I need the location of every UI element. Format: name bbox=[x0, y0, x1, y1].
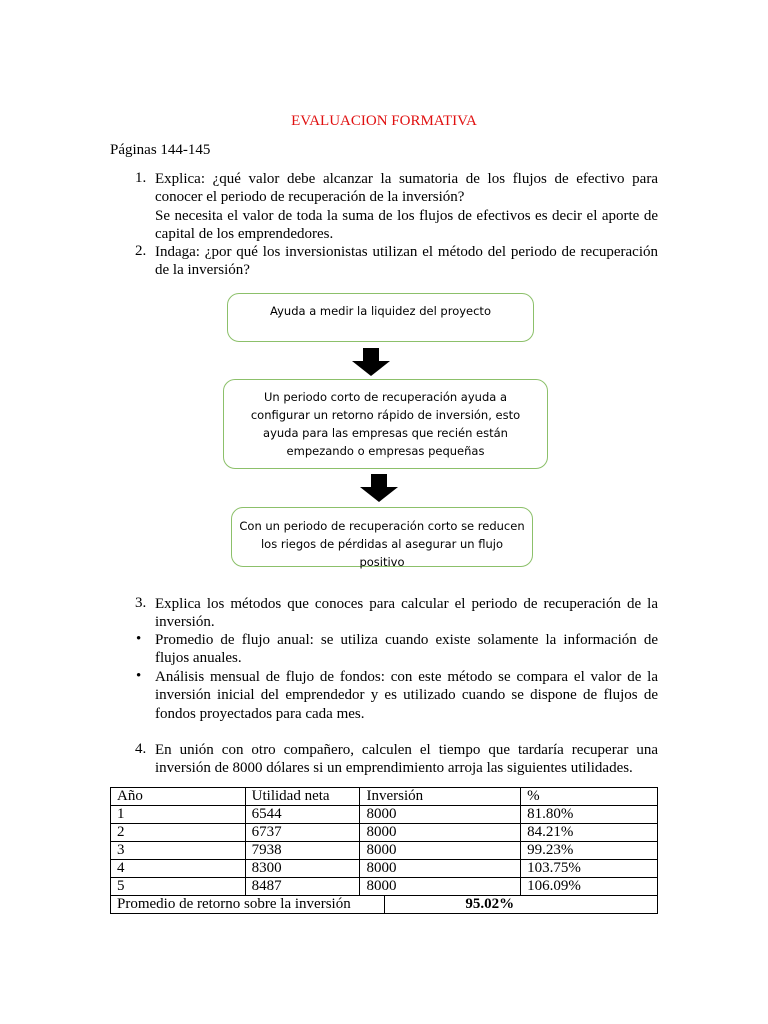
average-return-label: Promedio de retorno sobre la inversión bbox=[111, 896, 385, 914]
q1-number: 1. bbox=[135, 170, 147, 186]
cell: 3 bbox=[111, 842, 246, 860]
q1-answer: Se necesita el valor de toda la suma de los flujos de efectivos es decir el aporte de capital de los emprendedores. bbox=[155, 207, 658, 242]
q4-text: En unión con otro compañero, calculen el tiempo que tardaría recuperar una inversión de 8000 dólares si un emprendimiento arroja las siguientes utilidades. bbox=[155, 742, 658, 777]
q3-bullet-1: Promedio de flujo anual: se utiliza cuando existe solamente la información de flujos anuales. bbox=[155, 632, 658, 667]
cell: 8000 bbox=[360, 842, 521, 860]
cell: 106.09% bbox=[521, 878, 658, 896]
header-investment: Inversión bbox=[360, 788, 521, 806]
pages-label: Páginas 144-145 bbox=[110, 142, 211, 158]
cell: 7938 bbox=[245, 842, 360, 860]
cell: 99.23% bbox=[521, 842, 658, 860]
cell: 8000 bbox=[360, 806, 521, 824]
table-row bbox=[111, 878, 658, 896]
bullet-icon: • bbox=[136, 668, 142, 684]
flow-box-3: Con un periodo de recuperación corto se reducen los riegos de pérdidas al asegurar un flujo positivo bbox=[231, 507, 533, 567]
cell: 81.80% bbox=[521, 806, 658, 824]
table-row bbox=[111, 842, 658, 860]
cell: 6737 bbox=[245, 824, 360, 842]
table-footer-row bbox=[111, 896, 658, 914]
cell: 2 bbox=[111, 824, 246, 842]
q2-text: Indaga: ¿por qué los inversionistas utilizan el método del periodo de recuperación de la inversión? bbox=[155, 244, 658, 279]
cell: 8000 bbox=[360, 860, 521, 878]
q1-question bbox=[155, 170, 658, 243]
q3-number: 3. bbox=[135, 595, 147, 611]
q3-bullet-2: Análisis mensual de flujo de fondos: con este método se compara el valor de la inversión inicial del emprendedor y es utilizado cuando se dispone de flujos de fondos proyectados para cada mes. bbox=[155, 669, 658, 722]
q2-number: 2. bbox=[135, 243, 147, 259]
header-percent: % bbox=[521, 788, 658, 806]
cell: 4 bbox=[111, 860, 246, 878]
cell: 8000 bbox=[360, 824, 521, 842]
cell: 5 bbox=[111, 878, 246, 896]
cell: 8000 bbox=[360, 878, 521, 896]
flow-box-2: Un periodo corto de recuperación ayuda a configurar un retorno rápido de inversión, esto ayuda para las empresas que recién están empezando o empresas pequeñas bbox=[223, 379, 548, 469]
cell: 84.21% bbox=[521, 824, 658, 842]
cell: 8487 bbox=[245, 878, 360, 896]
flow-box-1: Ayuda a medir la liquidez del proyecto bbox=[227, 293, 534, 342]
table-header-row bbox=[111, 788, 658, 806]
q4-number: 4. bbox=[135, 741, 147, 757]
header-year: Año bbox=[111, 788, 246, 806]
cell: 1 bbox=[111, 806, 246, 824]
table-row bbox=[111, 824, 658, 842]
bullet-icon: • bbox=[136, 631, 142, 647]
q3-text: Explica los métodos que conoces para calcular el periodo de recuperación de la inversión. bbox=[155, 596, 658, 631]
document-title: EVALUACION FORMATIVA bbox=[291, 113, 477, 129]
returns-table bbox=[110, 787, 658, 914]
header-net-profit: Utilidad neta bbox=[245, 788, 360, 806]
cell: 6544 bbox=[245, 806, 360, 824]
average-return-value: 95.02% bbox=[385, 896, 658, 914]
q1-text: Explica: ¿qué valor debe alcanzar la sumatoria de los flujos de efectivo para conocer el periodo de recuperación de la inversión? bbox=[155, 171, 658, 206]
cell: 8300 bbox=[245, 860, 360, 878]
table-row bbox=[111, 860, 658, 878]
cell: 103.75% bbox=[521, 860, 658, 878]
table-row bbox=[111, 806, 658, 824]
